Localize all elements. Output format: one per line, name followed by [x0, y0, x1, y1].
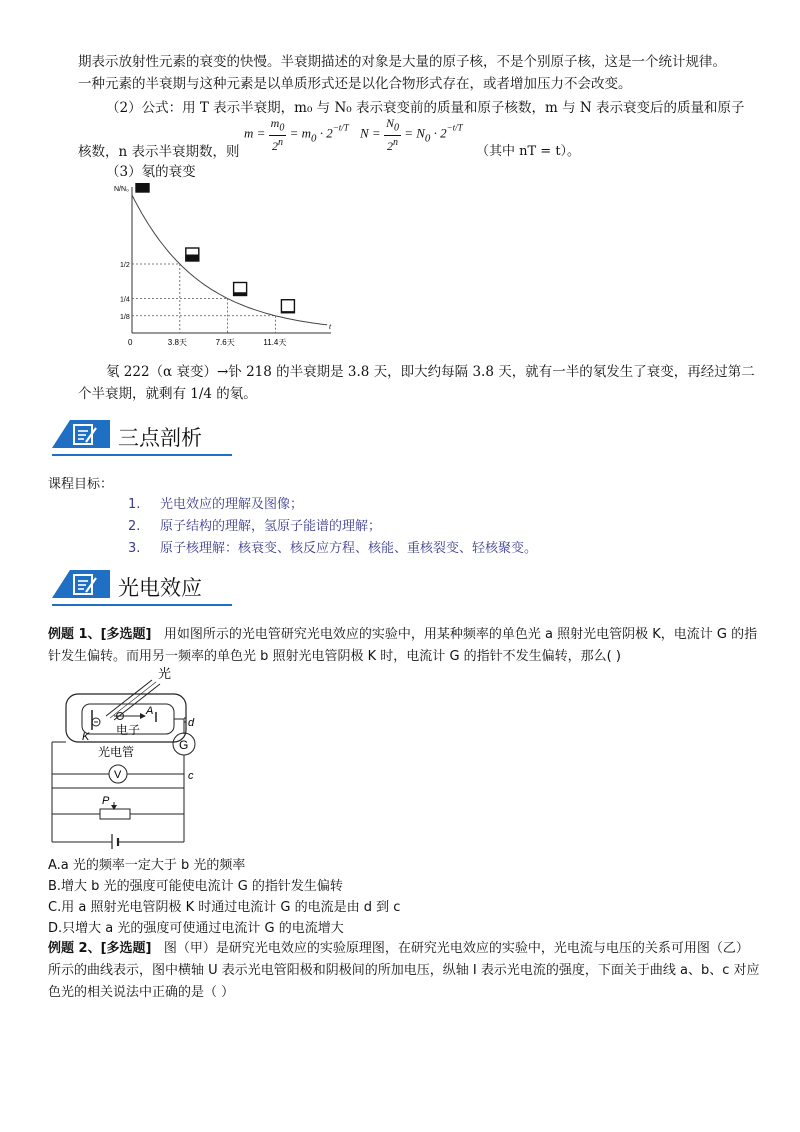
sample-fill-marker [136, 183, 149, 192]
cathode-label: K [82, 731, 90, 743]
option-a: A.a 光的频率一定大于 b 光的频率 [48, 858, 246, 873]
y-tick-label: 1/8 [120, 313, 130, 321]
goals-label: 课程目标： [48, 477, 114, 492]
example-2-body: 图（甲）是研究光电效应的实验原理图，在研究光电效应的实验中，光电流与电压的关系可用图（乙）所示的曲线表示，图中横轴 U 表示光电管阳极和阴极间的所加电压，纵轴 I 表示光电流的强度，下面关于曲线 a、b、c 对应色光的相关说法中正确的是（ ） [48, 941, 760, 1000]
phototube-circuit-diagram [44, 664, 224, 849]
radon-text-2: 个半衰期，就剩有 1/4 的氡。 [78, 386, 257, 402]
intro-line-1: 期表示放射性元素的衰变的快慢。半衰期描述的对象是大量的原子核，不是个别原子核，这是一个统计规律。 [78, 54, 726, 70]
goal-text: 原子结构的理解，氢原子能谱的理解； [160, 519, 382, 534]
goal-item [128, 516, 537, 538]
goals-list [128, 494, 537, 560]
section-header-analysis [52, 420, 232, 456]
goal-text: 原子核理解：核衰变、核反应方程、核能、重核裂变、轻核聚变。 [160, 541, 538, 556]
x-tick-label: 3.8天 [167, 338, 187, 347]
x-axis-label: t [329, 322, 332, 331]
formula-m: m = $\frac{m_0}{2^n}$ = $m_0 \cdot 2^{-t/T}$ [244, 116, 349, 154]
node-c-label: c [188, 770, 194, 782]
x-tick-label: 11.4天 [263, 338, 287, 347]
sample-fill-marker [234, 292, 247, 295]
section-underline [52, 604, 232, 606]
galvanometer-label: G [179, 738, 189, 752]
example-1-body: 用如图所示的光电管研究光电效应的实验中，用某种频率的单色光 a 照射光电管阴极 K，电流计 G 的指针发生偏转。而用另一频率的单色光 b 照射光电管阴极 K 时，电流计 G 的指针不发生偏转，那么( ) [48, 627, 758, 664]
section-title-photoelectric: 光电效应 [118, 576, 202, 600]
goal-num: 2. [128, 519, 141, 534]
rheostat-label: P [102, 795, 110, 807]
formula-N: N = $\frac{N_0}{2^n}$ = $N_0 \cdot 2^{-t/T}$ [360, 116, 463, 154]
anode-label: A [146, 705, 154, 717]
formula-note: （其中 nT = t）。 [476, 144, 581, 159]
decay-chart [110, 183, 340, 358]
example-2-text [48, 938, 760, 1004]
sample-fill-marker [281, 311, 294, 313]
section-title-analysis: 三点剖析 [118, 426, 202, 450]
goal-num: 1. [128, 497, 141, 512]
x-tick-label: 7.6天 [215, 338, 235, 347]
option-c: C.用 a 照射光电管阴极 K 时通过电流计 G 的电流是由 d 到 c [48, 900, 401, 915]
y-axis-label: N/N₀ [114, 186, 129, 193]
example-2-tag: 例题 2、[多选题] [48, 941, 152, 956]
formula-line-1: （2）公式：用 T 表示半衰期，m₀ 与 N₀ 表示衰变前的质量和原子核数，m 与 N 表示衰变后的质量和原子 [106, 100, 745, 116]
electron-label: 电子 [116, 723, 141, 737]
decay-curve [132, 195, 327, 325]
option-d: D.只增大 a 光的强度可使通过电流计 G 的电流增大 [48, 921, 344, 936]
y-tick-label: 1/2 [120, 262, 130, 269]
example-1-text [48, 624, 760, 668]
tube-label: 光电管 [98, 745, 135, 759]
goal-num: 3. [128, 541, 141, 556]
note-edit-icon [52, 570, 110, 602]
x-tick-label: 0 [128, 338, 133, 347]
radon-text-1: 氡 222（α 衰变）→钋 218 的半衰期是 3.8 天，即大约每隔 3.8 天，就有一半的氡发生了衰变，再经过第二 [106, 364, 755, 380]
goal-item [128, 538, 537, 560]
section-header-photoelectric [52, 570, 232, 606]
example-1-tag: 例题 1、[多选题] [48, 627, 152, 642]
goal-item [128, 494, 537, 516]
intro-line-2: 一种元素的半衰期与这种元素是以单质形式还是以化合物形式存在，或者增加压力不会改变。 [78, 76, 632, 92]
y-tick-label: 1/4 [120, 296, 130, 304]
goal-text: 光电效应的理解及图像； [160, 497, 304, 512]
sample-fill-marker [186, 255, 199, 262]
section-underline [52, 454, 232, 456]
node-d-label: d [188, 717, 195, 729]
radon-heading: （3）氡的衰变 [106, 164, 196, 180]
voltmeter-label: V [114, 769, 122, 781]
option-b: B.增大 b 光的强度可能使电流计 G 的指针发生偏转 [48, 879, 343, 894]
formula-line-2: 核数，n 表示半衰期数，则 [78, 144, 240, 160]
note-edit-icon [52, 420, 110, 452]
sample-box-marker [281, 300, 294, 313]
light-label: 光 [158, 666, 172, 681]
